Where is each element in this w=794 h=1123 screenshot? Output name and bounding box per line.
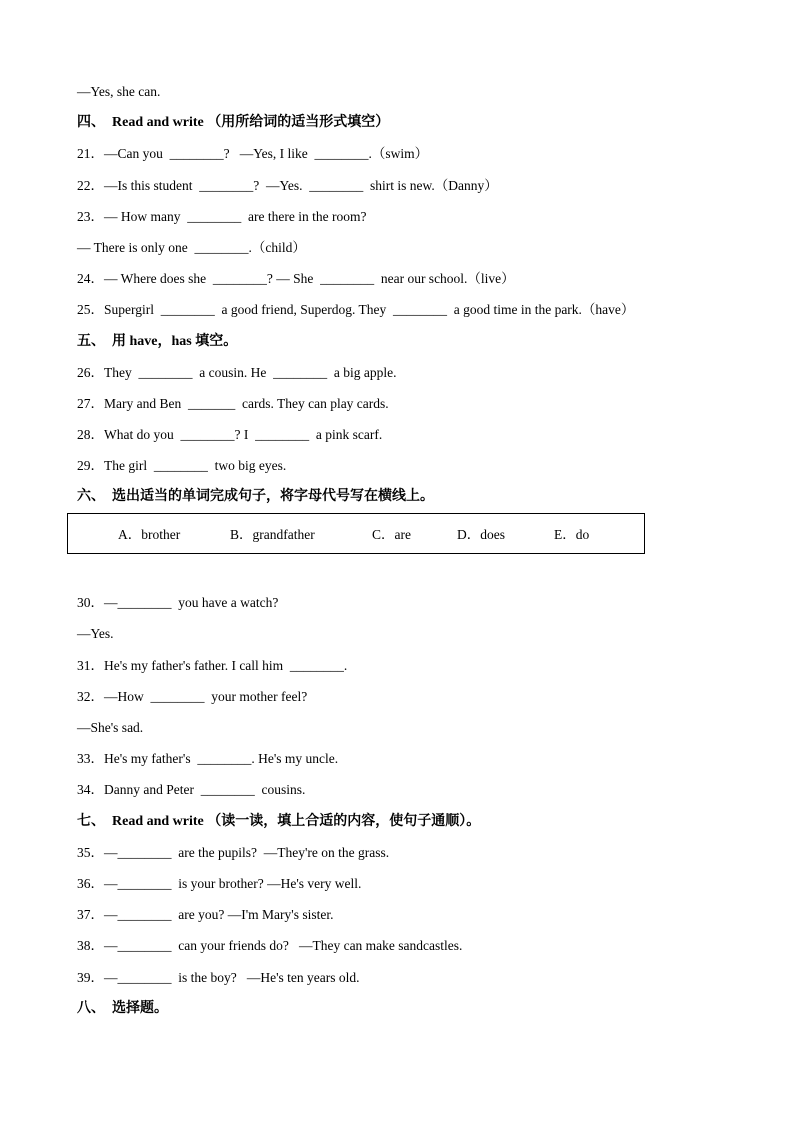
question-30: 30．—________ you have a watch? [77, 595, 279, 610]
question-30-answer: —Yes. [77, 626, 114, 641]
section-6-heading: 六、 选出适当的单词完成句子，将字母代号写在横线上。 [77, 489, 434, 504]
word-option-a: A．brother [118, 527, 181, 542]
question-22: 22．—Is this student ________? —Yes. ________ shirt is new.（Danny） [77, 178, 498, 193]
question-29: 29．The girl ________ two big eyes. [77, 458, 287, 473]
question-36: 36．—________ is your brother? —He's very well. [77, 876, 362, 891]
question-25: 25．Supergirl ________ a good friend, Superdog. They ________ a good time in the park.（have） [77, 302, 635, 317]
answer-line: —Yes, she can. [77, 84, 161, 99]
section-8-heading: 八、 选择题。 [77, 1001, 168, 1016]
question-23-answer: — There is only one ________.（child） [77, 240, 306, 255]
section-4-heading: 四、 Read and write （用所给词的适当形式填空） [77, 115, 390, 130]
question-26: 26．They ________ a cousin. He ________ a big apple. [77, 365, 397, 380]
word-option-c: C．are [372, 527, 411, 542]
word-option-e: E．do [554, 527, 590, 542]
word-option-b: B．grandfather [230, 527, 315, 542]
question-38: 38．—________ can your friends do? —They can make sandcastles. [77, 938, 463, 953]
question-23: 23．— How many ________ are there in the room? [77, 209, 367, 224]
question-39: 39．—________ is the boy? —He's ten years old. [77, 970, 360, 985]
question-31: 31．He's my father's father. I call him ________. [77, 658, 348, 673]
word-option-d: D．does [457, 527, 505, 542]
question-21: 21．—Can you ________? —Yes, I like ________.（swim） [77, 146, 429, 161]
question-32-answer: —She's sad. [77, 720, 144, 735]
section-7-heading: 七、 Read and write （读一读，填上合适的内容，使句子通顺）。 [77, 814, 481, 829]
section-5-heading: 五、 用 have，has 填空。 [77, 334, 238, 349]
word-bank-box [67, 513, 645, 554]
question-33: 33．He's my father's ________. He's my uncle. [77, 751, 339, 766]
question-35: 35．—________ are the pupils? —They're on the grass. [77, 845, 390, 860]
question-37: 37．—________ are you? —I'm Mary's sister. [77, 907, 334, 922]
question-28: 28．What do you ________? I ________ a pink scarf. [77, 427, 383, 442]
question-24: 24．— Where does she ________? — She ________ near our school.（live） [77, 271, 515, 286]
question-27: 27．Mary and Ben _______ cards. They can play cards. [77, 396, 389, 411]
question-32: 32．—How ________ your mother feel? [77, 689, 308, 704]
question-34: 34．Danny and Peter ________ cousins. [77, 782, 306, 797]
